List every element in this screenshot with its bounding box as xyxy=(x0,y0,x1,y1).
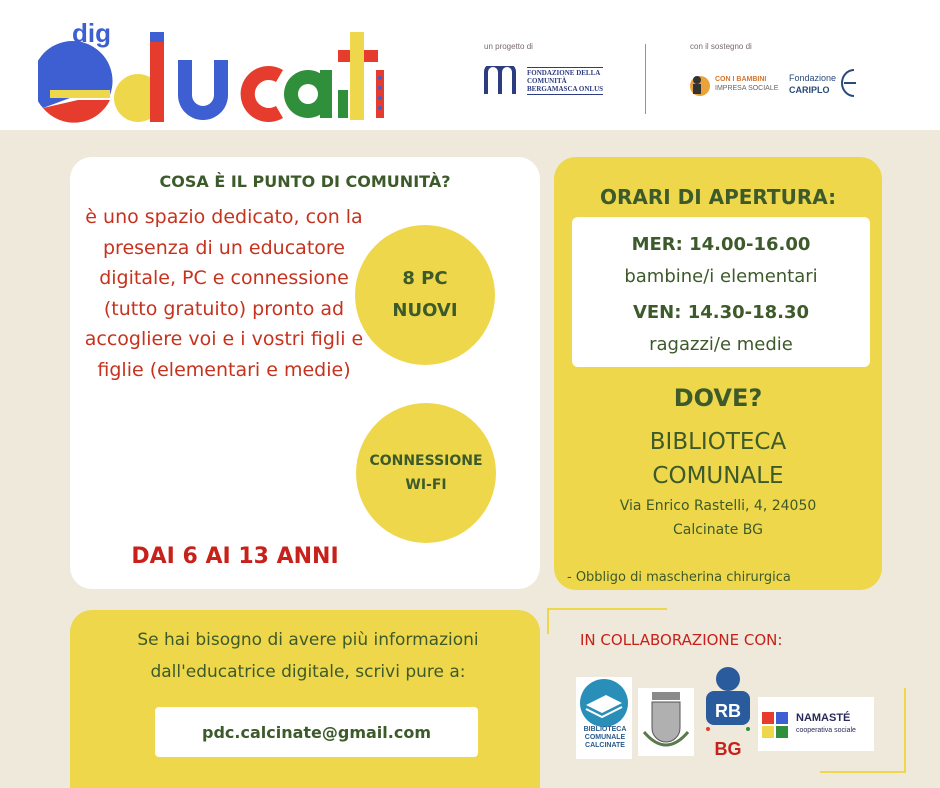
logo-prefix: dig xyxy=(72,18,111,48)
namaste-icon xyxy=(760,710,790,740)
cariplo-text: Fondazione CARIPLO xyxy=(789,73,837,95)
wifi-circle xyxy=(356,403,496,543)
collab-frame-bottom xyxy=(820,771,906,773)
namaste-name: NAMASTÉ xyxy=(796,712,851,724)
cariplo-icon xyxy=(840,68,860,98)
fcb-name: FONDAZIONE DELLA COMUNITÀ BERGAMASCA ONLUS xyxy=(527,69,604,93)
collab-frame-right xyxy=(904,688,906,772)
con-i-bambini-icon xyxy=(688,72,712,96)
header-band xyxy=(0,0,940,130)
intro-body: è uno spazio dedicato, con la presenza di un educatore digitale, PC e connessione (tutto gratuito) pronto ad accogliere voi e i vostri figli e figlie (elementari e medie) xyxy=(84,206,364,381)
digeducati-logo xyxy=(38,18,388,123)
mask-note: - Obbligo di mascherina chirurgica xyxy=(567,570,791,585)
project-label: un progetto di xyxy=(484,42,533,51)
wed-time: MER: 14.00-16.00 xyxy=(631,234,811,255)
email-link[interactable]: pdc.calcinate@gmail.com xyxy=(155,707,478,757)
collab-frame-left xyxy=(547,608,549,634)
bg-text: BG xyxy=(714,739,742,759)
pc-circle xyxy=(355,225,495,365)
con-i-bambini-text: CON I BAMBINI IMPRESA SOCIALE xyxy=(715,76,779,92)
pc-line2: NUOVI xyxy=(392,300,458,321)
comune-crest-icon xyxy=(638,688,694,756)
address-city: Calcinate BG xyxy=(672,522,764,538)
hours-title: ORARI DI APERTURA: xyxy=(599,185,837,209)
support-label: con il sostegno di xyxy=(690,42,752,51)
collab-title: IN COLLABORAZIONE CON: xyxy=(580,631,783,649)
fcb-logo-mark xyxy=(484,66,524,96)
location-title: DOVE? xyxy=(673,384,763,412)
header-divider xyxy=(645,44,646,114)
logo-educati-graphic xyxy=(38,30,388,125)
library-name: BIBLIOTECA COMUNALE xyxy=(649,429,787,489)
wed-group: bambine/i elementari xyxy=(624,266,818,287)
rbbg-logo xyxy=(702,665,754,761)
fri-time: VEN: 14.30-18.30 xyxy=(632,302,810,323)
collab-frame-top xyxy=(547,608,667,610)
pc-line1: 8 PC xyxy=(402,268,448,289)
contact-text: Se hai bisogno di avere più informazioni dall'educatrice digitale, scrivi pure a: xyxy=(137,630,479,682)
intro-title: COSA È IL PUNTO DI COMUNITÀ? xyxy=(159,172,451,191)
namaste-sub: cooperativa sociale xyxy=(796,727,856,734)
wifi-line2: WI-FI xyxy=(405,477,447,493)
rb-text: RB xyxy=(715,701,741,721)
address-street: Via Enrico Rastelli, 4, 24050 xyxy=(619,498,817,514)
biblioteca-text: BIBLIOTECA COMUNALE CALCINATE xyxy=(583,726,627,749)
wifi-line1: CONNESSIONE xyxy=(369,453,483,469)
fri-group: ragazzi/e medie xyxy=(649,334,793,355)
age-range: DAI 6 AI 13 ANNI xyxy=(131,544,339,569)
